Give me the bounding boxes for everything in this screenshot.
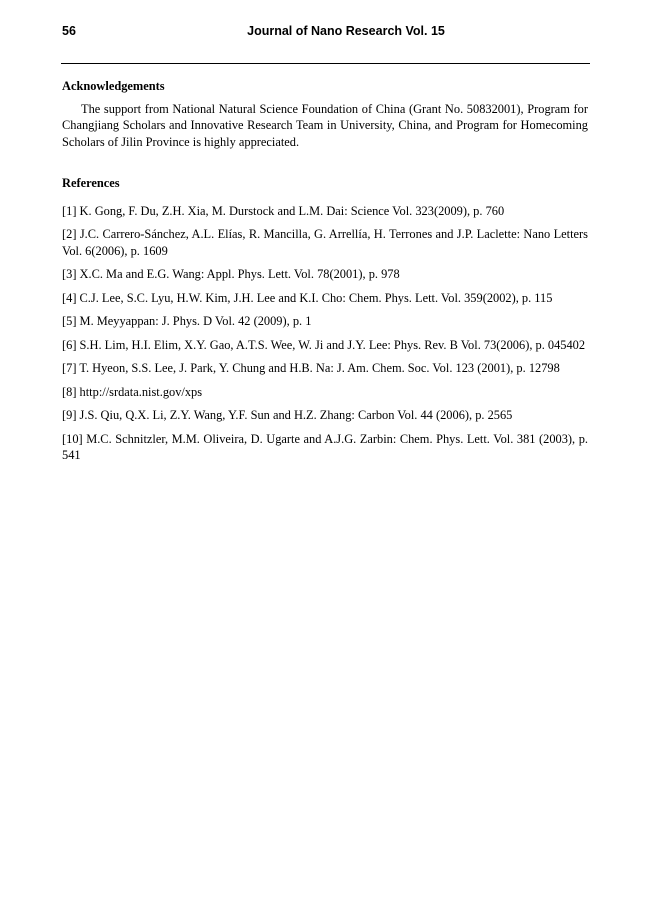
reference-item-9: [9] J.S. Qiu, Q.X. Li, Z.Y. Wang, Y.F. Sun and H.Z. Zhang: Carbon Vol. 44 (2006), p. 2565 — [62, 408, 513, 422]
reference-item-4: [4] C.J. Lee, S.C. Lyu, H.W. Kim, J.H. Lee and K.I. Cho: Chem. Phys. Lett. Vol. 359(2002), p. 115 — [62, 290, 553, 305]
reference-list — [62, 203, 588, 464]
page-body — [62, 78, 588, 471]
acknowledgements-text: The support from National Natural Science Foundation of China (Grant No. 50832001), Program for Changjiang Scholars and Innovative Research Team in University, China, and Program for Homecoming Scholars of Jilin Province is highly appreciated. — [62, 101, 588, 149]
references-heading: References — [62, 176, 120, 190]
reference-item-10: [10] M.C. Schnitzler, M.M. Oliveira, D. Ugarte and A.J.G. Zarbin: Chem. Phys. Lett. Vol. 381 (2003), p. 541 — [62, 431, 588, 462]
journal-title: Journal of Nano Research Vol. 15 — [247, 24, 445, 38]
reference-item-8: [8] http://srdata.nist.gov/xps — [62, 384, 203, 399]
reference-item-1: [1] K. Gong, F. Du, Z.H. Xia, M. Durstock and L.M. Dai: Science Vol. 323(2009), p. 760 — [62, 203, 505, 218]
acknowledgements-section — [62, 78, 588, 150]
reference-item-2: [2] J.C. Carrero-Sánchez, A.L. Elías, R. Mancilla, G. Arrellía, H. Terrones and J.P. Laclette: Nano Letters Vol. 6(2006), p. 1609 — [62, 227, 588, 258]
references-section — [62, 175, 588, 464]
acknowledgements-heading: Acknowledgements — [62, 79, 165, 93]
header-divider — [61, 63, 590, 64]
reference-item-5: [5] M. Meyyappan: J. Phys. D Vol. 42 (2009), p. 1 — [62, 314, 312, 328]
reference-item-7: [7] T. Hyeon, S.S. Lee, J. Park, Y. Chung and H.B. Na: J. Am. Chem. Soc. Vol. 123 (2001), p. 12798 — [62, 361, 560, 375]
reference-item-6: [6] S.H. Lim, H.I. Elim, X.Y. Gao, A.T.S. Wee, W. Ji and J.Y. Lee: Phys. Rev. B Vol. 73(2006), p. 045402 — [62, 337, 586, 352]
page-number: 56 — [62, 24, 76, 38]
reference-item-3: [3] X.C. Ma and E.G. Wang: Appl. Phys. Lett. Vol. 78(2001), p. 978 — [62, 267, 400, 281]
page-header — [62, 24, 590, 42]
